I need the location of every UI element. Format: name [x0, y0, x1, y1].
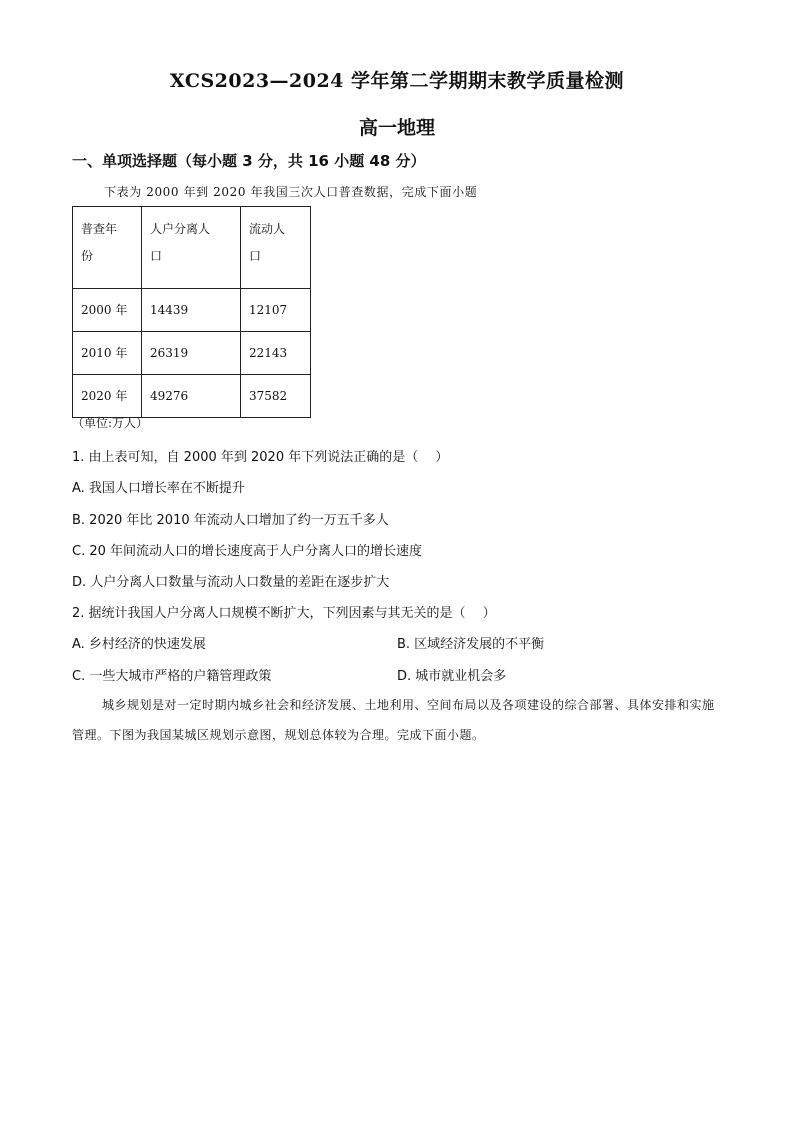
question-1-option-c: C. 20 年间流动人口的增长速度高于人户分离人口的增长速度: [72, 544, 423, 559]
section-heading: 一、单项选择题（每小题 3 分，共 16 小题 48 分）: [72, 152, 426, 170]
table-row: 2000 年 14439 12107: [73, 289, 311, 332]
question-1-option-d: D. 人户分离人口数量与流动人口数量的差距在逐步扩大: [72, 575, 390, 590]
table-unit: （单位:万人）: [72, 416, 149, 430]
header-separated: 人户分离人 口: [142, 207, 241, 289]
question-1-option-a: A. 我国人口增长率在不断提升: [72, 481, 245, 496]
question-2-option-d: D. 城市就业机会多: [397, 669, 507, 684]
question-2-option-c: C. 一些大城市严格的户籍管理政策: [72, 669, 272, 684]
question-1-stem: 1. 由上表可知，自 2000 年到 2020 年下列说法正确的是（ ）: [72, 450, 449, 465]
table-header-row: [73, 207, 311, 289]
census-table: [72, 206, 311, 418]
question-2-stem: 2. 据统计我国人户分离人口规模不断扩大，下列因素与其无关的是（ ）: [72, 606, 496, 621]
table-intro: 下表为 2000 年到 2020 年我国三次人口普查数据，完成下面小题: [104, 185, 478, 199]
question-2-option-a: A. 乡村经济的快速发展: [72, 637, 206, 652]
header-floating: 流动人 口: [241, 207, 311, 289]
table-row: 2020 年 49276 37582: [73, 375, 311, 418]
exam-subject: 高一地理: [358, 117, 435, 139]
table-row: 2010 年 26319 22143: [73, 332, 311, 375]
exam-title: XCS2023—2024 学年第二学期期末教学质量检测: [169, 70, 625, 92]
header-year: 普查年 份: [73, 207, 142, 289]
planning-passage: 城乡规划是对一定时期内城乡社会和经济发展、土地利用、空间布局以及各项建设的综合部署、具体安排和实施管理。下图为我国某城区规划示意图，规划总体较为合理。完成下面小题。: [72, 698, 715, 742]
question-2-option-b: B. 区域经济发展的不平衡: [397, 637, 545, 652]
question-1-option-b: B. 2020 年比 2010 年流动人口增加了约一万五千多人: [72, 513, 389, 528]
